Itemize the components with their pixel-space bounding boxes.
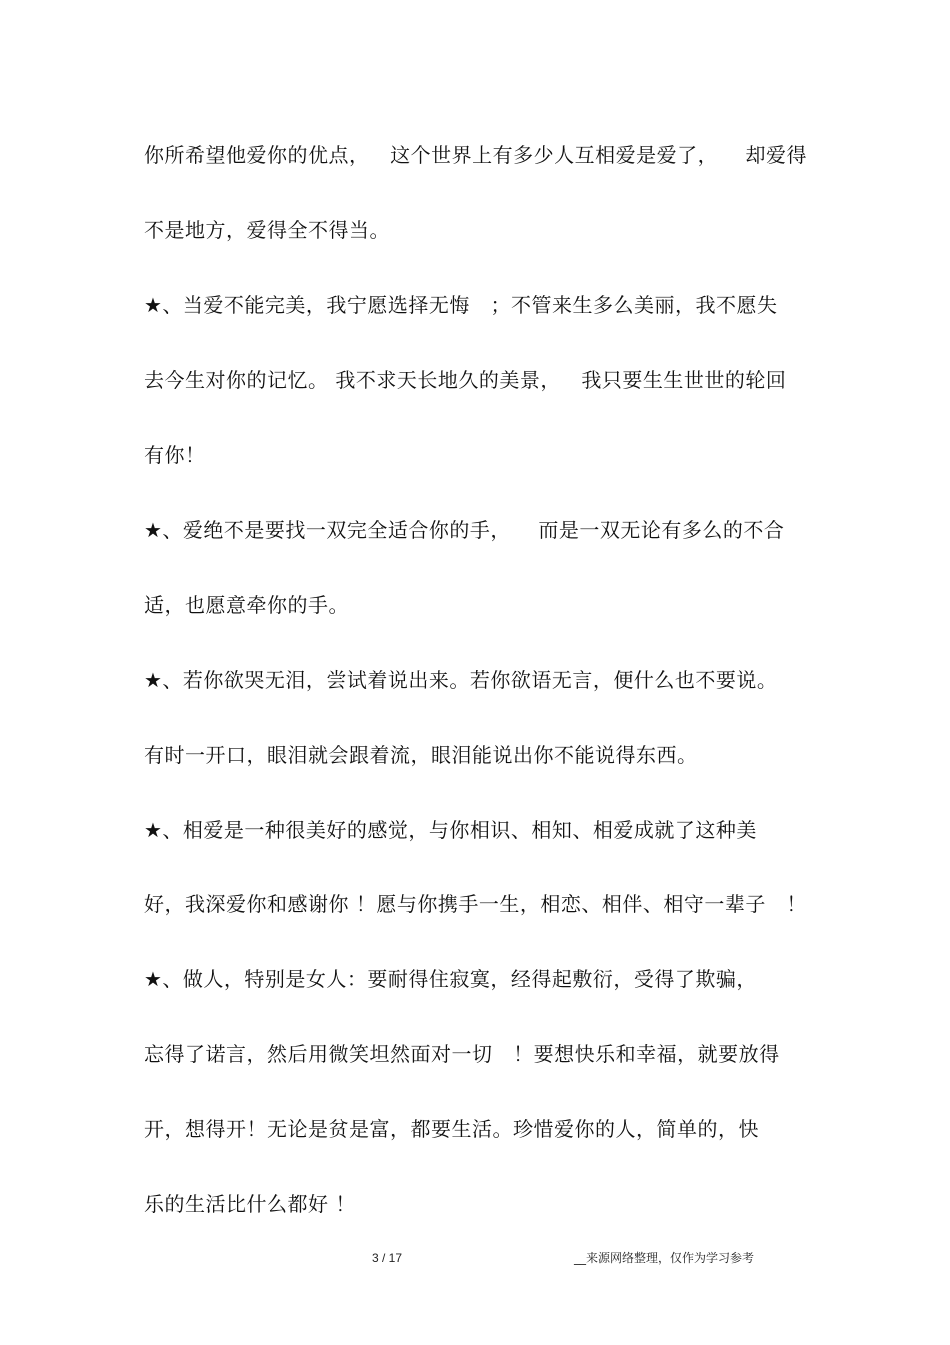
body-text-line: ★、爱绝不是要找一双完全适合你的手， 而是一双无论有多么的不合 [144,518,785,542]
body-text-line: 去今生对你的记忆。 我不求天长地久的美景， 我只要生生世世的轮回 [144,368,787,392]
source-note: __来源网络整理，仅作为学习参考 [574,1251,755,1265]
body-text-line: 好，我深爱你和感谢你 ！愿与你携手一生，相恋、相伴、相守一辈子 ！ [144,892,807,916]
body-text-line: 适，也愿意牵你的手。 [144,593,349,617]
body-text-line: 乐的生活比什么都好 ！ [144,1192,356,1216]
body-text-line: ★、相爱是一种很美好的感觉，与你相识、相知、相爱成就了这种美 [144,818,757,842]
body-text-line: ★、做人，特别是女人：要耐得住寂寞，经得起敷衍，受得了欺骗， [144,967,757,991]
body-text-line: 开，想得开！无论是贫是富，都要生活。珍惜爱你的人，简单的，快 [144,1117,759,1141]
page-number: 3 / 17 [372,1251,403,1265]
body-text-line: 有你！ [144,443,206,467]
body-text-line: ★、当爱不能完美，我宁愿选择无悔 ；不管来生多么美丽，我不愿失 [144,293,778,317]
body-text-line: 你所希望他爱你的优点， 这个世界上有多少人互相爱是爱了， 却爱得 [144,143,808,167]
body-text-line: 有时一开口，眼泪就会跟着流，眼泪能说出你不能说得东西。 [144,743,698,767]
body-text-line: 不是地方，爱得全不得当。 [144,218,390,242]
body-text-line: ★、若你欲哭无泪，尝试着说出来。若你欲语无言，便什么也不要说。 [144,668,778,692]
body-text-line: 忘得了诺言，然后用微笑坦然面对一切 ！要想快乐和幸福，就要放得 [144,1042,780,1066]
